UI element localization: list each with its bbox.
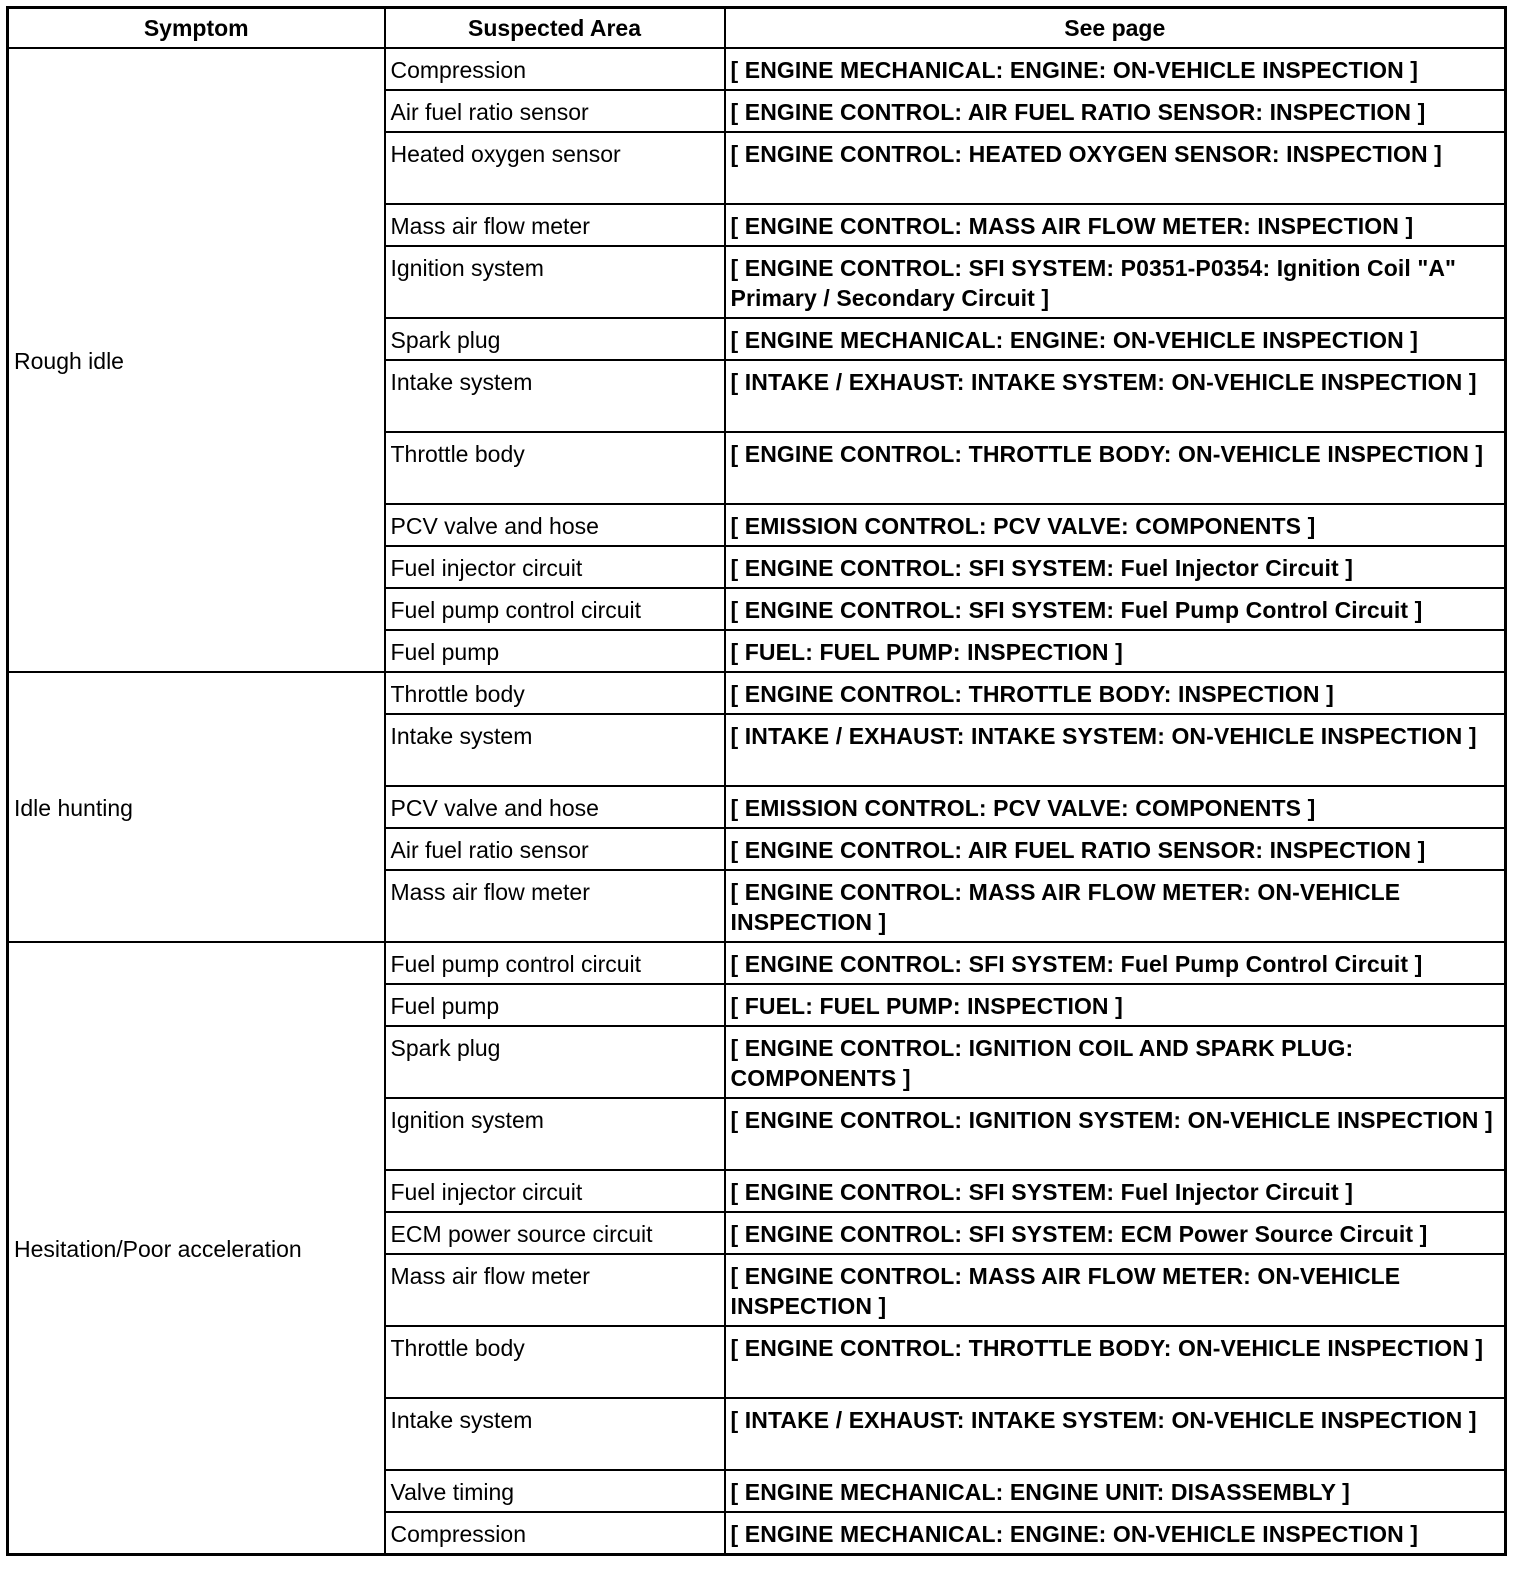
see-page-reference: [ ENGINE MECHANICAL: ENGINE UNIT: DISASSEMBLY ] — [725, 1470, 1506, 1512]
header-suspected-area: Suspected Area — [385, 8, 725, 49]
see-page-reference: [ ENGINE CONTROL: SFI SYSTEM: Fuel Injector Circuit ] — [725, 1170, 1506, 1212]
suspected-area-cell: Throttle body — [385, 1326, 725, 1398]
suspected-area-cell: ECM power source circuit — [385, 1212, 725, 1254]
suspected-area-cell: Intake system — [385, 360, 725, 432]
see-page-reference: [ ENGINE CONTROL: SFI SYSTEM: Fuel Pump Control Circuit ] — [725, 942, 1506, 984]
suspected-area-cell: Fuel pump control circuit — [385, 942, 725, 984]
suspected-area-cell: Fuel pump — [385, 984, 725, 1026]
suspected-area-cell: Air fuel ratio sensor — [385, 90, 725, 132]
see-page-reference: [ ENGINE CONTROL: SFI SYSTEM: P0351-P0354: Ignition Coil "A" Primary / Secondary Circuit ] — [725, 246, 1506, 318]
suspected-area-cell: Spark plug — [385, 1026, 725, 1098]
suspected-area-cell: Fuel injector circuit — [385, 1170, 725, 1212]
see-page-reference: [ ENGINE CONTROL: IGNITION SYSTEM: ON-VEHICLE INSPECTION ] — [725, 1098, 1506, 1170]
see-page-reference: [ ENGINE CONTROL: MASS AIR FLOW METER: ON-VEHICLE INSPECTION ] — [725, 870, 1506, 942]
see-page-reference: [ ENGINE CONTROL: SFI SYSTEM: Fuel Injector Circuit ] — [725, 546, 1506, 588]
suspected-area-cell: Ignition system — [385, 1098, 725, 1170]
suspected-area-cell: Fuel pump control circuit — [385, 588, 725, 630]
suspected-area-cell: Intake system — [385, 714, 725, 786]
table-row — [8, 672, 1506, 714]
suspected-area-cell: Heated oxygen sensor — [385, 132, 725, 204]
suspected-area-cell: Throttle body — [385, 672, 725, 714]
suspected-area-cell: Mass air flow meter — [385, 1254, 725, 1326]
troubleshooting-table — [6, 6, 1507, 1556]
symptom-cell: Idle hunting — [8, 672, 385, 942]
suspected-area-cell: Compression — [385, 1512, 725, 1555]
table-row — [8, 942, 1506, 984]
see-page-reference: [ ENGINE MECHANICAL: ENGINE: ON-VEHICLE INSPECTION ] — [725, 318, 1506, 360]
suspected-area-cell: Ignition system — [385, 246, 725, 318]
see-page-reference: [ ENGINE CONTROL: MASS AIR FLOW METER: ON-VEHICLE INSPECTION ] — [725, 1254, 1506, 1326]
see-page-reference: [ ENGINE CONTROL: THROTTLE BODY: ON-VEHICLE INSPECTION ] — [725, 1326, 1506, 1398]
suspected-area-cell: Spark plug — [385, 318, 725, 360]
suspected-area-cell: Air fuel ratio sensor — [385, 828, 725, 870]
see-page-reference: [ INTAKE / EXHAUST: INTAKE SYSTEM: ON-VEHICLE INSPECTION ] — [725, 1398, 1506, 1470]
see-page-reference: [ EMISSION CONTROL: PCV VALVE: COMPONENTS ] — [725, 786, 1506, 828]
see-page-reference: [ ENGINE CONTROL: MASS AIR FLOW METER: INSPECTION ] — [725, 204, 1506, 246]
see-page-reference: [ ENGINE CONTROL: IGNITION COIL AND SPARK PLUG: COMPONENTS ] — [725, 1026, 1506, 1098]
suspected-area-cell: Fuel injector circuit — [385, 546, 725, 588]
see-page-reference: [ INTAKE / EXHAUST: INTAKE SYSTEM: ON-VEHICLE INSPECTION ] — [725, 360, 1506, 432]
suspected-area-cell: PCV valve and hose — [385, 786, 725, 828]
see-page-reference: [ ENGINE CONTROL: THROTTLE BODY: ON-VEHICLE INSPECTION ] — [725, 432, 1506, 504]
see-page-reference: [ ENGINE CONTROL: AIR FUEL RATIO SENSOR: INSPECTION ] — [725, 90, 1506, 132]
see-page-reference: [ ENGINE CONTROL: SFI SYSTEM: Fuel Pump Control Circuit ] — [725, 588, 1506, 630]
suspected-area-cell: PCV valve and hose — [385, 504, 725, 546]
see-page-reference: [ ENGINE CONTROL: AIR FUEL RATIO SENSOR: INSPECTION ] — [725, 828, 1506, 870]
header-see-page: See page — [725, 8, 1506, 49]
see-page-reference: [ ENGINE CONTROL: SFI SYSTEM: ECM Power Source Circuit ] — [725, 1212, 1506, 1254]
symptom-cell: Rough idle — [8, 48, 385, 672]
see-page-reference: [ ENGINE CONTROL: HEATED OXYGEN SENSOR: INSPECTION ] — [725, 132, 1506, 204]
table-row — [8, 48, 1506, 90]
suspected-area-cell: Intake system — [385, 1398, 725, 1470]
suspected-area-cell: Valve timing — [385, 1470, 725, 1512]
table-header-row — [8, 8, 1506, 49]
see-page-reference: [ INTAKE / EXHAUST: INTAKE SYSTEM: ON-VEHICLE INSPECTION ] — [725, 714, 1506, 786]
header-symptom: Symptom — [8, 8, 385, 49]
suspected-area-cell: Throttle body — [385, 432, 725, 504]
suspected-area-cell: Mass air flow meter — [385, 204, 725, 246]
see-page-reference: [ ENGINE CONTROL: THROTTLE BODY: INSPECTION ] — [725, 672, 1506, 714]
see-page-reference: [ ENGINE MECHANICAL: ENGINE: ON-VEHICLE INSPECTION ] — [725, 1512, 1506, 1555]
symptom-cell: Hesitation/Poor acceleration — [8, 942, 385, 1555]
see-page-reference: [ FUEL: FUEL PUMP: INSPECTION ] — [725, 984, 1506, 1026]
suspected-area-cell: Mass air flow meter — [385, 870, 725, 942]
suspected-area-cell: Compression — [385, 48, 725, 90]
see-page-reference: [ FUEL: FUEL PUMP: INSPECTION ] — [725, 630, 1506, 672]
see-page-reference: [ EMISSION CONTROL: PCV VALVE: COMPONENTS ] — [725, 504, 1506, 546]
see-page-reference: [ ENGINE MECHANICAL: ENGINE: ON-VEHICLE INSPECTION ] — [725, 48, 1506, 90]
suspected-area-cell: Fuel pump — [385, 630, 725, 672]
